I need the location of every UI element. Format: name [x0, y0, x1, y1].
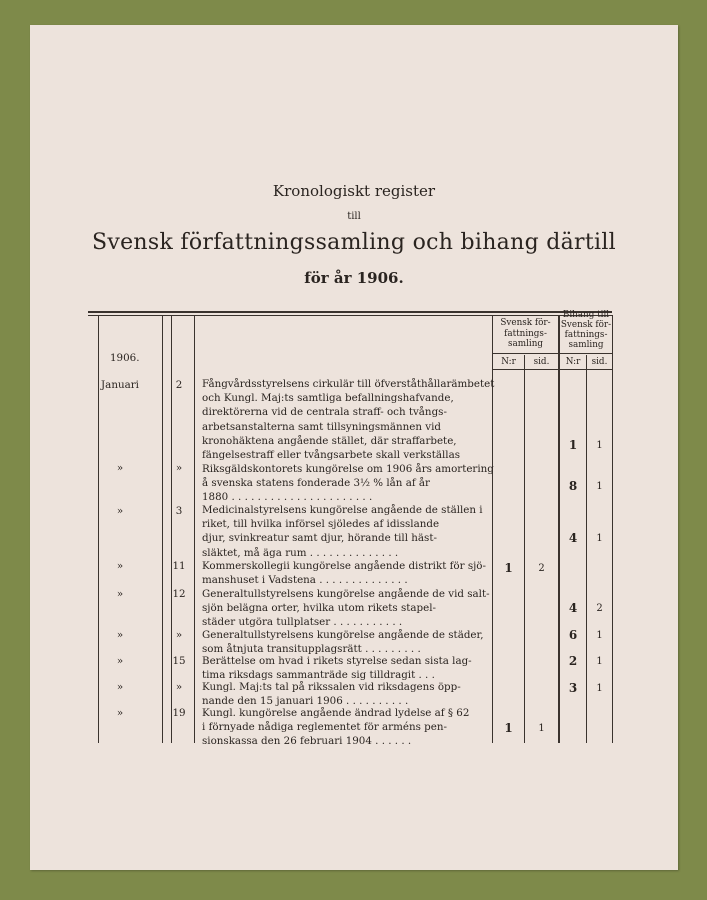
- col-rule-sfs-mid: [524, 355, 525, 743]
- bihang-column-header: Bihang till Svensk för- fattnings- samling: [560, 310, 612, 350]
- table-top-rule: [88, 311, 612, 313]
- sfs-sid-header: sid.: [533, 357, 550, 367]
- col-rule-month: [162, 315, 163, 743]
- bih-sid-header: sid.: [591, 357, 608, 367]
- header-sub-rule: [492, 353, 612, 354]
- sfs-nr-header: N:r: [501, 357, 516, 367]
- publication-title: Svensk författningssamling och bihang därtill: [91, 230, 617, 255]
- header-bottom-rule: [492, 369, 612, 370]
- register-table: 1906. Svensk för- fattnings- samling Bihang till Svensk för- fattnings- samling N:r sid. N:r sid. Januari 2 Fångvårdsstyrelsens cirkulär till öfverståthållarämbetet och Kungl. Maj:ts samtliga befallningshafvande, direktörerna vid de centrala straff- och tvångs- arbetsanstalterna samt tillsyningsmännen vid kronohäktena angående stället, där straffarbete, fängelsestraff eller tvångsarbete skall verkställas 1 1 » » Riksgäldskontorets kungörelse om 1906 års amortering å svenska statens fonderade 3½ % lån af år 1880 . . . . . . . . . . . . . . . . . . . . . . 8 1 » 3 Medicinalstyrelsens kungörelse angående de ställen i riket, till hvilka införsel sjöledes af idisslande djur, svinkreatur samt djur, hörande till häst- släktet, må äga rum . . . . . . . . . . . . . . 4 1 » 11 Kommerskollegii kungörelse angående distrikt för sjö- manshuset i Vadstena . . . . . . . . . . . . . . 1 2 » 12 Generaltullstyrelsens kungörelse angående de vid salt- sjön belägna orter, hvilka utom rikets stapel- städer utgöra tullplatser . . . . . . . . . . . 4 2 » » Generaltullstyrelsens kungörelse angående de städer, som åtnjuta transitupplagsrätt . . . . . . . . . 6 1 » 15 Berättelse om hvad i rikets styrelse sedan sista lag- tima riksdags sammanträde sig tilldragit . . . 2 1 » » Kungl. Maj:ts tal på rikssalen vid riksdagens öpp- nande den 15 januari 1906 . . . . . . . . . . 3 1 » 19 Kungl. kungörelse angående ändrad lydelse af § 62 i förnyade nådiga reglementet för arméns pen- sionskassa den 26 februari 1904 . . . . . . 1 1: [30, 25, 678, 870]
- table-top-rule-thin: [88, 315, 612, 316]
- sfs-column-header: Svensk för- fattnings- samling: [500, 318, 551, 349]
- year-label: 1906.: [110, 352, 140, 364]
- col-rule-sfs-right: [558, 315, 560, 743]
- register-till: till: [347, 211, 361, 222]
- document-page: [30, 25, 678, 870]
- publication-year: för år 1906.: [304, 269, 404, 287]
- bih-nr-header: N:r: [565, 357, 581, 367]
- col-rule-day-right: [194, 315, 195, 743]
- col-rule-right: [612, 315, 613, 743]
- register-title: Kronologiskt register: [272, 182, 436, 200]
